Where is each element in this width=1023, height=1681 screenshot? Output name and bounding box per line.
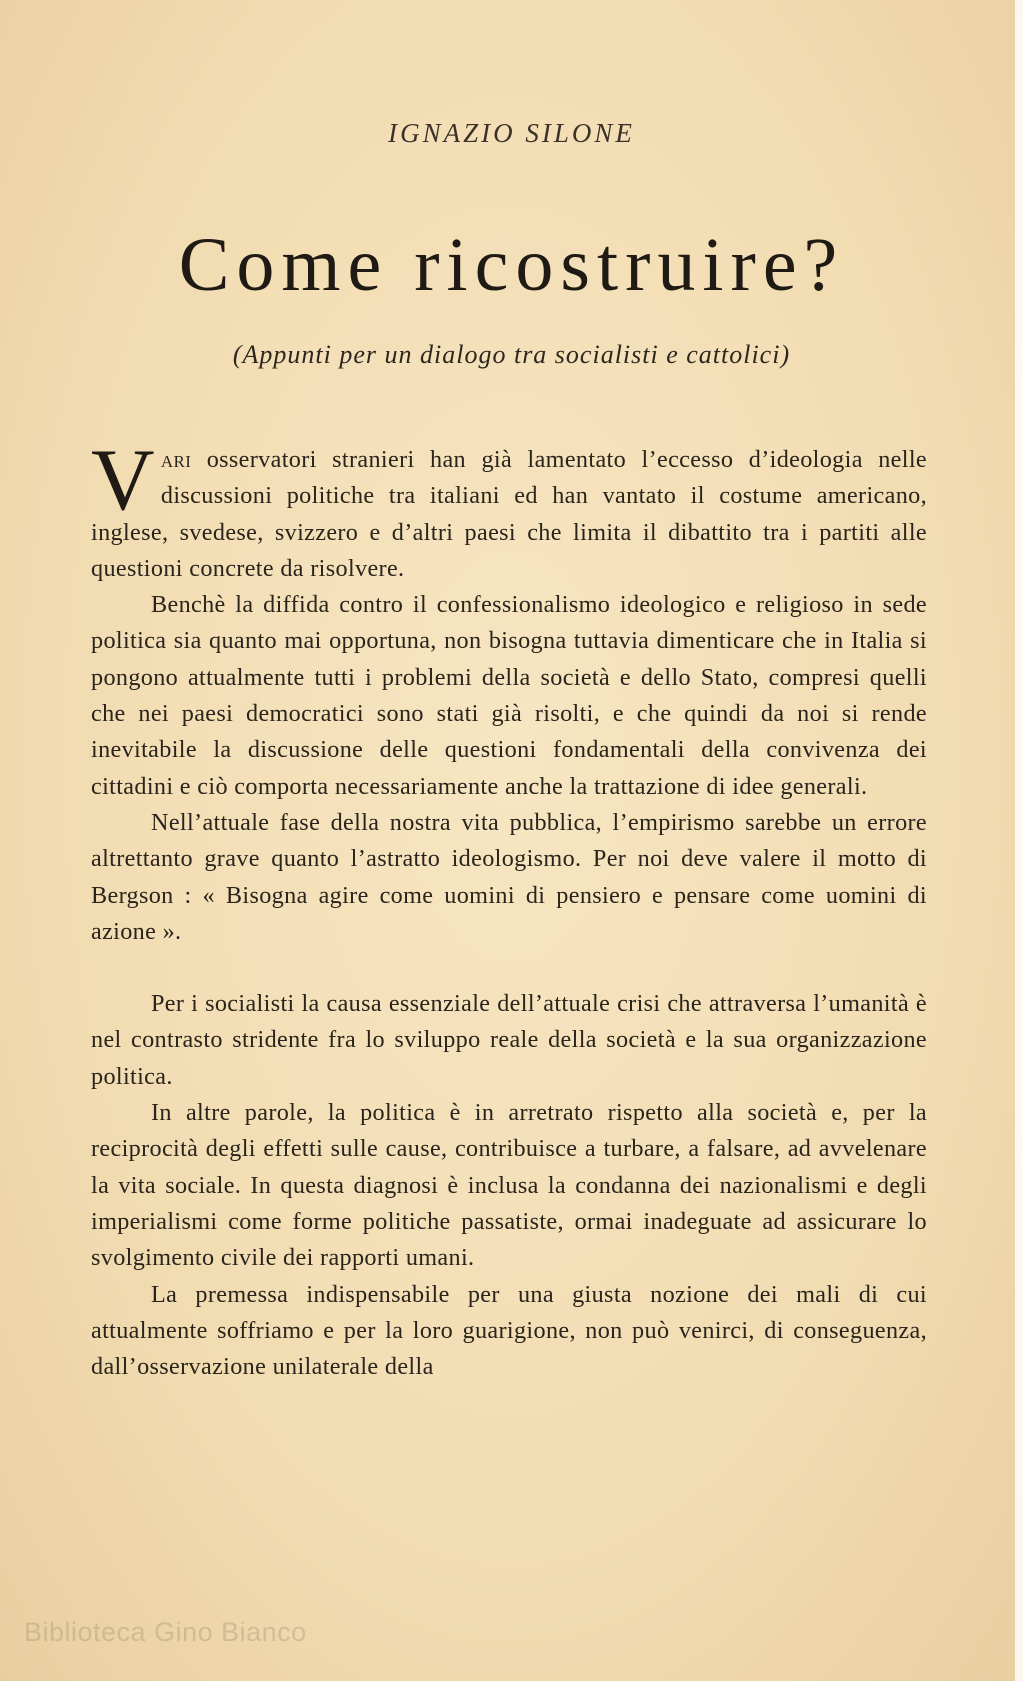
article-title: Come ricostruire? [178, 223, 845, 307]
library-watermark: Biblioteca Gino Bianco [24, 1617, 307, 1647]
author-name: IGNAZIO SILONE [388, 118, 635, 148]
small-caps-lead: ari [160, 446, 192, 473]
drop-cap: V [91, 432, 155, 529]
paragraph-1-text: osservatori stranieri han già lamentato l’eccesso d’ideologia nelle discussioni politiche tra italiani ed han vantato il costume americano, inglese, svedese, svizzero e d’altri paesi che limita il dibattito tra i partiti alle questioni concrete da risolvere. [91, 446, 927, 582]
paragraph-3: Nell’attuale fase della nostra vita pubblica, l’empirismo sarebbe un errore altrettanto grave quanto l’astratto ideologismo. Per noi deve valere il motto di Bergson : « Bisogna agire come uomini di pensiero e pensare come uomini di azione ». [91, 808, 927, 945]
article-body [91, 432, 927, 1385]
paragraph-1 [91, 432, 927, 587]
article-subtitle: (Appunti per un dialogo tra socialisti e cattolici) [232, 340, 791, 369]
paragraph-5: In altre parole, la politica è in arretrato rispetto alla società e, per la reciprocità degli effetti sulle cause, contribuisce a turbare, a falsare, ad avvelenare la vita sociale. In questa diagnosi è inclusa la condanna dei nazionalismi e degli imperialismi come forme politiche passatiste, ormai inadeguate ad assicurare lo svolgimento civile dei rapporti umani. [91, 1099, 927, 1272]
paragraph-2: Benchè la diffida contro il confessionalismo ideologico e religioso in sede politica sia quanto mai opportuna, non bisogna tuttavia dimenticare che in Italia si pongono attualmente tutti i problemi della società e dello Stato, compresi quelli che nei paesi democratici sono stati già risolti, e che quindi da noi si rende inevitabile la discussione delle questioni fondamentali della convivenza dei cittadini e ciò comporta necessariamente anche la trattazione di idee generali. [91, 591, 927, 800]
paragraph-4: Per i socialisti la causa essenziale dell’attuale crisi che attraversa l’umanità è nel contrasto stridente fra lo sviluppo reale della società e la sua organizzazione politica. [91, 990, 927, 1090]
paragraph-6: La premessa indispensabile per una giusta nozione dei mali di cui attualmente soffriamo e per la loro guarigione, non può venirci, di conseguenza, dall’osservazione unilaterale della [91, 1280, 927, 1381]
